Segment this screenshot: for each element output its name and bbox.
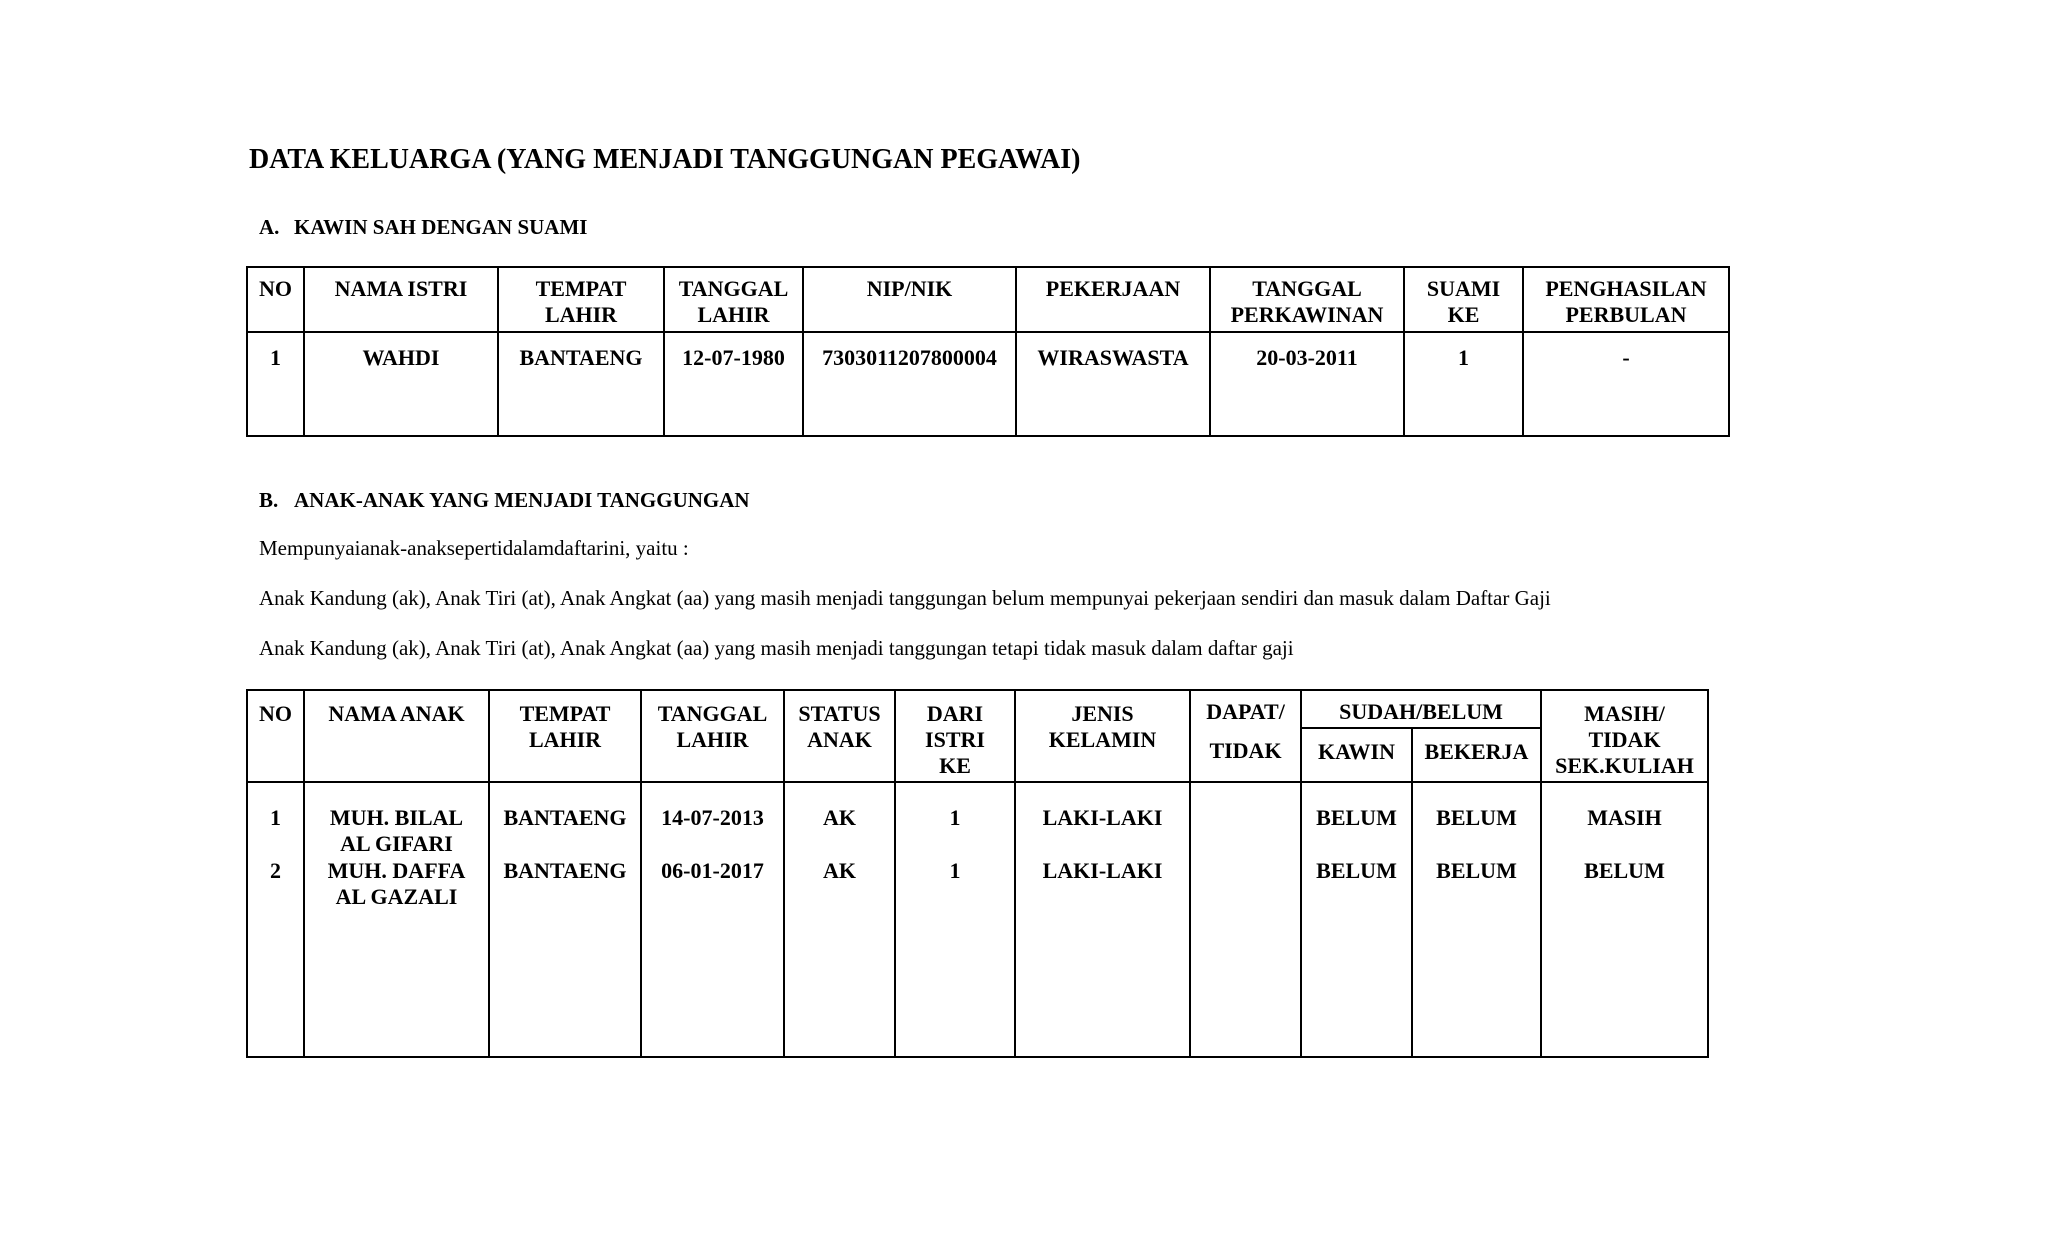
cell-bekerja: BELUM: [1412, 782, 1541, 858]
cell-dari-istri-ke: 1: [895, 858, 1015, 934]
cell-tanggal-perkawinan: 20-03-2011: [1210, 332, 1404, 436]
table-row: [247, 332, 1729, 436]
section-b-title: ANAK-ANAK YANG MENJADI TANGGUNGAN: [294, 488, 750, 512]
cell-nama-anak: MUH. BILAL AL GIFARI: [304, 782, 489, 858]
table-row: [247, 782, 1708, 858]
header-tempat-lahir: TEMPAT LAHIR: [489, 690, 641, 782]
header-no: NO: [247, 267, 304, 332]
cell-nip-nik: 7303011207800004: [803, 332, 1016, 436]
cell-jenis-kelamin: LAKI-LAKI: [1015, 782, 1190, 858]
cell-empty: [489, 934, 641, 1057]
cell-no: 1: [247, 782, 304, 858]
table-header-row: [247, 267, 1729, 332]
header-tanggal-perkawinan: TANGGAL PERKAWINAN: [1210, 267, 1404, 332]
cell-no: 1: [247, 332, 304, 436]
header-pekerjaan: PEKERJAAN: [1016, 267, 1210, 332]
cell-empty: [784, 934, 895, 1057]
cell-tempat-lahir: BANTAENG: [489, 782, 641, 858]
section-a-heading: [259, 215, 587, 240]
cell-empty: [1301, 934, 1412, 1057]
paragraph-intro: Mempunyaianak-anaksepertidalamdaftarini, yaitu :: [259, 536, 689, 560]
header-nama-anak: NAMA ANAK: [304, 690, 489, 782]
header-penghasilan: PENGHASILAN PERBULAN: [1523, 267, 1729, 332]
cell-tanggal-lahir: 14-07-2013: [641, 782, 784, 858]
table-row-empty: [247, 934, 1708, 1057]
cell-suami-ke: 1: [1404, 332, 1523, 436]
cell-dapat-tidak: [1190, 782, 1301, 858]
cell-status-anak: AK: [784, 858, 895, 934]
header-dari-istri-ke: DARI ISTRI KE: [895, 690, 1015, 782]
cell-jenis-kelamin: LAKI-LAKI: [1015, 858, 1190, 934]
header-nama-istri: NAMA ISTRI: [304, 267, 498, 332]
header-no: NO: [247, 690, 304, 782]
header-tempat-lahir: TEMPAT LAHIR: [498, 267, 664, 332]
cell-empty: [1541, 934, 1708, 1057]
cell-tempat-lahir: BANTAENG: [498, 332, 664, 436]
cell-nama-anak: MUH. DAFFA AL GAZALI: [304, 858, 489, 934]
cell-empty: [895, 934, 1015, 1057]
cell-empty: [304, 934, 489, 1057]
header-kawin: KAWIN: [1301, 728, 1412, 782]
cell-empty: [1190, 934, 1301, 1057]
table-kawin-sah: [246, 266, 1730, 437]
header-tidak: TIDAK: [1190, 728, 1301, 782]
header-sudah-belum: SUDAH/BELUM: [1301, 690, 1541, 728]
cell-tanggal-lahir: 12-07-1980: [664, 332, 803, 436]
header-suami-ke: SUAMI KE: [1404, 267, 1523, 332]
header-status-anak: STATUS ANAK: [784, 690, 895, 782]
header-jenis-kelamin: JENIS KELAMIN: [1015, 690, 1190, 782]
table-anak: [246, 689, 1709, 1058]
cell-dapat-tidak: [1190, 858, 1301, 934]
header-bekerja: BEKERJA: [1412, 728, 1541, 782]
cell-status-anak: AK: [784, 782, 895, 858]
paragraph-dalam-daftar-gaji: Anak Kandung (ak), Anak Tiri (at), Anak Angkat (aa) yang masih menjadi tanggungan belum mempunyai pekerjaan sendiri dan masuk dalam Daftar Gaji: [259, 586, 1551, 610]
cell-masih-tidak-kuliah: MASIH: [1541, 782, 1708, 858]
section-b-heading: [259, 488, 750, 513]
section-a-title: KAWIN SAH DENGAN SUAMI: [294, 215, 588, 239]
page-title: DATA KELUARGA (YANG MENJADI TANGGUNGAN PEGAWAI): [249, 144, 1081, 175]
cell-empty: [1412, 934, 1541, 1057]
section-b-letter: B.: [259, 488, 279, 512]
cell-masih-tidak-kuliah: BELUM: [1541, 858, 1708, 934]
cell-bekerja: BELUM: [1412, 858, 1541, 934]
cell-empty: [641, 934, 784, 1057]
cell-empty: [1015, 934, 1190, 1057]
header-tanggal-lahir: TANGGAL LAHIR: [641, 690, 784, 782]
cell-empty: [247, 934, 304, 1057]
header-tanggal-lahir: TANGGAL LAHIR: [664, 267, 803, 332]
cell-tanggal-lahir: 06-01-2017: [641, 858, 784, 934]
header-dapat: DAPAT/: [1190, 690, 1301, 728]
cell-pekerjaan: WIRASWASTA: [1016, 332, 1210, 436]
cell-tempat-lahir: BANTAENG: [489, 858, 641, 934]
cell-nama-istri: WAHDI: [304, 332, 498, 436]
section-a-letter: A.: [259, 215, 280, 239]
cell-no: 2: [247, 858, 304, 934]
table-header-row: [247, 690, 1708, 728]
header-nip-nik: NIP/NIK: [803, 267, 1016, 332]
cell-penghasilan: -: [1523, 332, 1729, 436]
paragraph-tidak-daftar-gaji: Anak Kandung (ak), Anak Tiri (at), Anak Angkat (aa) yang masih menjadi tanggungan tetapi tidak masuk dalam daftar gaji: [259, 636, 1294, 660]
cell-kawin: BELUM: [1301, 782, 1412, 858]
header-masih-tidak-kuliah: MASIH/ TIDAK SEK.KULIAH: [1541, 690, 1708, 782]
table-row: [247, 858, 1708, 934]
cell-dari-istri-ke: 1: [895, 782, 1015, 858]
cell-kawin: BELUM: [1301, 858, 1412, 934]
